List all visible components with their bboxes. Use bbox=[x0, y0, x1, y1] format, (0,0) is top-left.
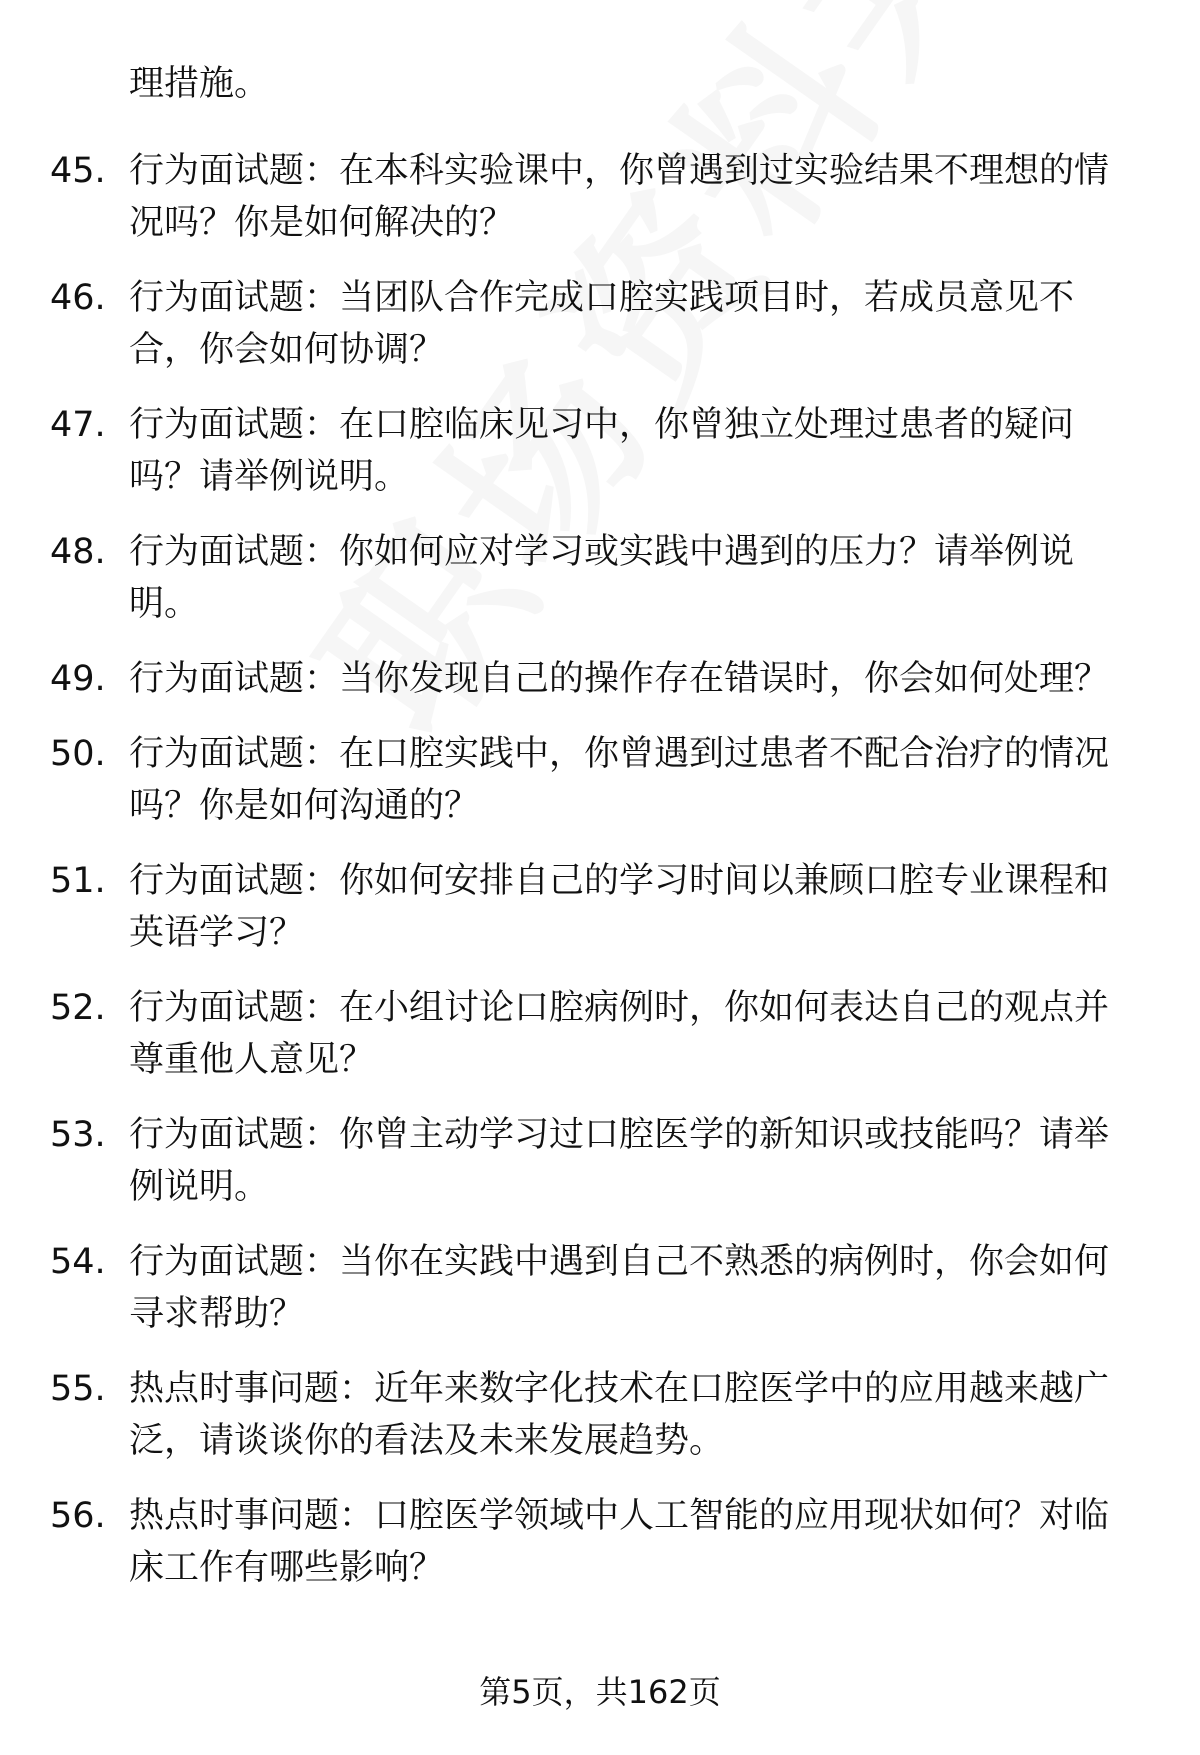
question-list bbox=[50, 145, 1140, 1617]
question-item bbox=[50, 1363, 1140, 1467]
question-number: 53. bbox=[50, 1115, 106, 1155]
question-item bbox=[50, 855, 1140, 959]
question-text: 行为面试题：你如何安排自己的学习时间以兼顾口腔专业课程和英语学习？ bbox=[129, 861, 1110, 953]
question-item bbox=[50, 526, 1140, 630]
question-number: 55. bbox=[50, 1369, 106, 1409]
question-number: 48. bbox=[50, 532, 106, 572]
question-number: 47. bbox=[50, 405, 106, 445]
question-item bbox=[50, 1490, 1140, 1594]
question-text: 行为面试题：在口腔临床见习中，你曾独立处理过患者的疑问吗？请举例说明。 bbox=[129, 405, 1075, 497]
question-item bbox=[50, 272, 1140, 376]
question-number: 56. bbox=[50, 1496, 106, 1536]
question-item bbox=[50, 399, 1140, 503]
question-item bbox=[50, 1109, 1140, 1213]
question-item bbox=[50, 653, 1140, 705]
question-number: 54. bbox=[50, 1242, 106, 1282]
question-item bbox=[50, 982, 1140, 1086]
question-number: 52. bbox=[50, 988, 106, 1028]
question-text: 行为面试题：当你发现自己的操作存在错误时，你会如何处理？ bbox=[129, 659, 1110, 699]
page-footer: 第5页，共162页 bbox=[479, 1673, 721, 1711]
question-text: 热点时事问题：口腔医学领域中人工智能的应用现状如何？对临床工作有哪些影响？ bbox=[129, 1496, 1110, 1588]
question-item bbox=[50, 728, 1140, 832]
question-number: 51. bbox=[50, 861, 106, 901]
question-item bbox=[50, 1236, 1140, 1340]
question-item bbox=[50, 145, 1140, 249]
continued-text: 理措施。 bbox=[129, 64, 270, 104]
question-text: 行为面试题：在口腔实践中，你曾遇到过患者不配合治疗的情况吗？你是如何沟通的？ bbox=[129, 734, 1110, 826]
question-number: 45. bbox=[50, 151, 106, 191]
question-text: 行为面试题：你曾主动学习过口腔医学的新知识或技能吗？请举例说明。 bbox=[129, 1115, 1110, 1207]
question-text: 行为面试题：你如何应对学习或实践中遇到的压力？请举例说明。 bbox=[129, 532, 1075, 624]
question-text: 热点时事问题：近年来数字化技术在口腔医学中的应用越来越广泛，请谈谈你的看法及未来发展趋势。 bbox=[129, 1369, 1110, 1461]
question-number: 49. bbox=[50, 659, 106, 699]
question-number: 50. bbox=[50, 734, 106, 774]
question-text: 行为面试题：当团队合作完成口腔实践项目时，若成员意见不合，你会如何协调？ bbox=[129, 278, 1075, 370]
question-number: 46. bbox=[50, 278, 106, 318]
question-text: 行为面试题：当你在实践中遇到自己不熟悉的病例时，你会如何寻求帮助？ bbox=[129, 1242, 1110, 1334]
question-text: 行为面试题：在小组讨论口腔病例时，你如何表达自己的观点并尊重他人意见？ bbox=[129, 988, 1110, 1080]
question-text: 行为面试题：在本科实验课中，你曾遇到过实验结果不理想的情况吗？你是如何解决的？ bbox=[129, 151, 1110, 243]
